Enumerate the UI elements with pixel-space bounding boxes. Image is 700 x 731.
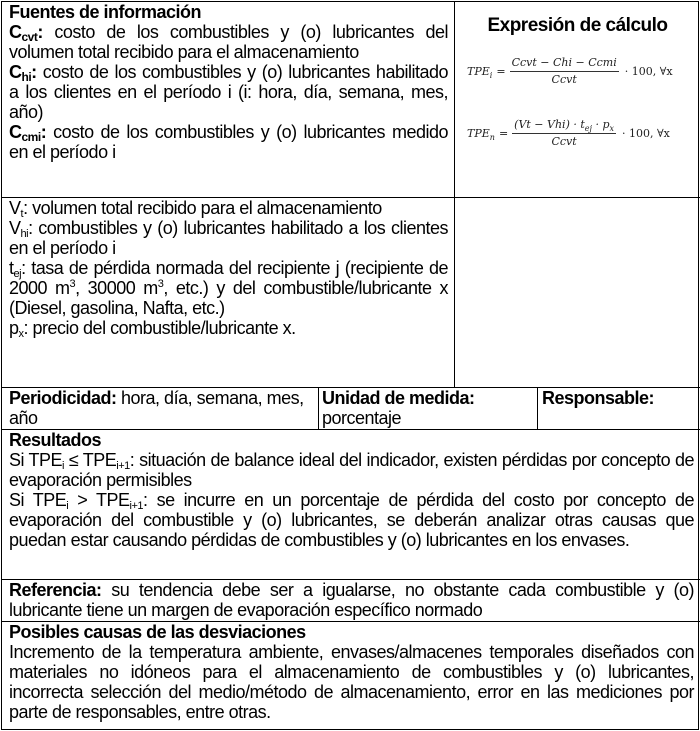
referencia-text: su tendencia debe ser a igualarse, no obstante cada combustible y (o) lubricante tiene un margen de evaporación específico normado [9,580,694,620]
resultados-cell [2,430,700,580]
def-ccvt: Ccvt: costo de los combustibles y (o) lubricantes del volumen total recibido para el almacenamiento [9,22,448,62]
periodicidad-value: hora, día, semana, mes, año [9,388,304,428]
unidad-value: porcentaje [322,408,402,428]
responsable-label: Responsable: [542,388,655,408]
def-chi: Chi: costo de los combustibles y (o) lubricantes habilitado a los clientes en el período i (i: hora, día, semana, mes, año) [9,62,448,122]
causas-text: Incremento de la temperatura ambiente, envases/almacenes temporales diseñados con materiales no idóneos para el almacenamiento de combustibles y (o) lubricantes, incorrecta selección del medio/método de almacenamiento, error en las mediciones por parte de responsables, entre otras. [9,642,694,722]
periodicidad-cell [2,388,319,430]
def-px: $p_x$: precio del combustible/lubricante x. [9,318,296,340]
formula-tpe-i: $TPE_i$ = $\frac{\text{Ccvt − Chi − Ccmi}}{\text{Ccvt}}$ · 100, ∀x [467,56,673,86]
expresion-cell [455,2,700,198]
causas-heading: Posibles causas de las desviaciones [9,622,306,642]
indicator-sheet [1,1,699,730]
def-tej: $t_{ej}$: tasa de pérdida normada del recipiente j (recipiente de 2000 $m^3$, 30000 $m^3$, etc.) y del combustible/lubricante x (Diesel, gasolina, Nafta, etc.) [9,258,448,318]
fuentes-cell [2,2,455,198]
responsable-cell [538,388,700,430]
referencia-cell [2,580,700,622]
resultado-1: Si $TPE_i \le TPE_{i+1}$: situación de balance ideal del indicador, existen pérdidas por concepto de evaporación permisibles [9,450,695,490]
fuentes-heading: Fuentes de información [9,2,202,22]
unidad-cell [319,388,538,430]
def-vt: $V_t$: volumen total recibido para el almacenamiento [9,198,382,220]
resultados-heading: Resultados [9,430,102,450]
periodicidad-label: Periodicidad: [9,388,117,408]
referencia-label: Referencia: [9,580,102,600]
formula-tpe-n: $TPE_n$ = $\frac{(Vt - Vhi) \cdot t_{ej} \cdot p_x}{\text{Ccvt}}$ · 100, ∀x [467,118,670,148]
causas-cell [2,622,700,729]
def-vhi: $V_{hi}$: combustibles y (o) lubricantes habilitado a los clientes en el período i [9,218,448,258]
variables-cell [2,198,455,388]
def-ccmi: Ccmi: costo de los combustibles y (o) lubricantes medido en el período i [9,122,448,162]
resultado-2: Si $TPE_i > TPE_{i+1}$: se incurre en un porcentaje de pérdida del costo por concepto de evaporación del combustible y (o) lubricantes, se deberán analizar otras causas que puedan estar causando pérdidas de combustibles y (o) lubricantes en los envases. [9,490,695,550]
expresion-title: Expresión de cálculo [487,15,668,36]
unidad-label: Unidad de medida: [322,388,475,408]
empty-cell [455,198,700,388]
